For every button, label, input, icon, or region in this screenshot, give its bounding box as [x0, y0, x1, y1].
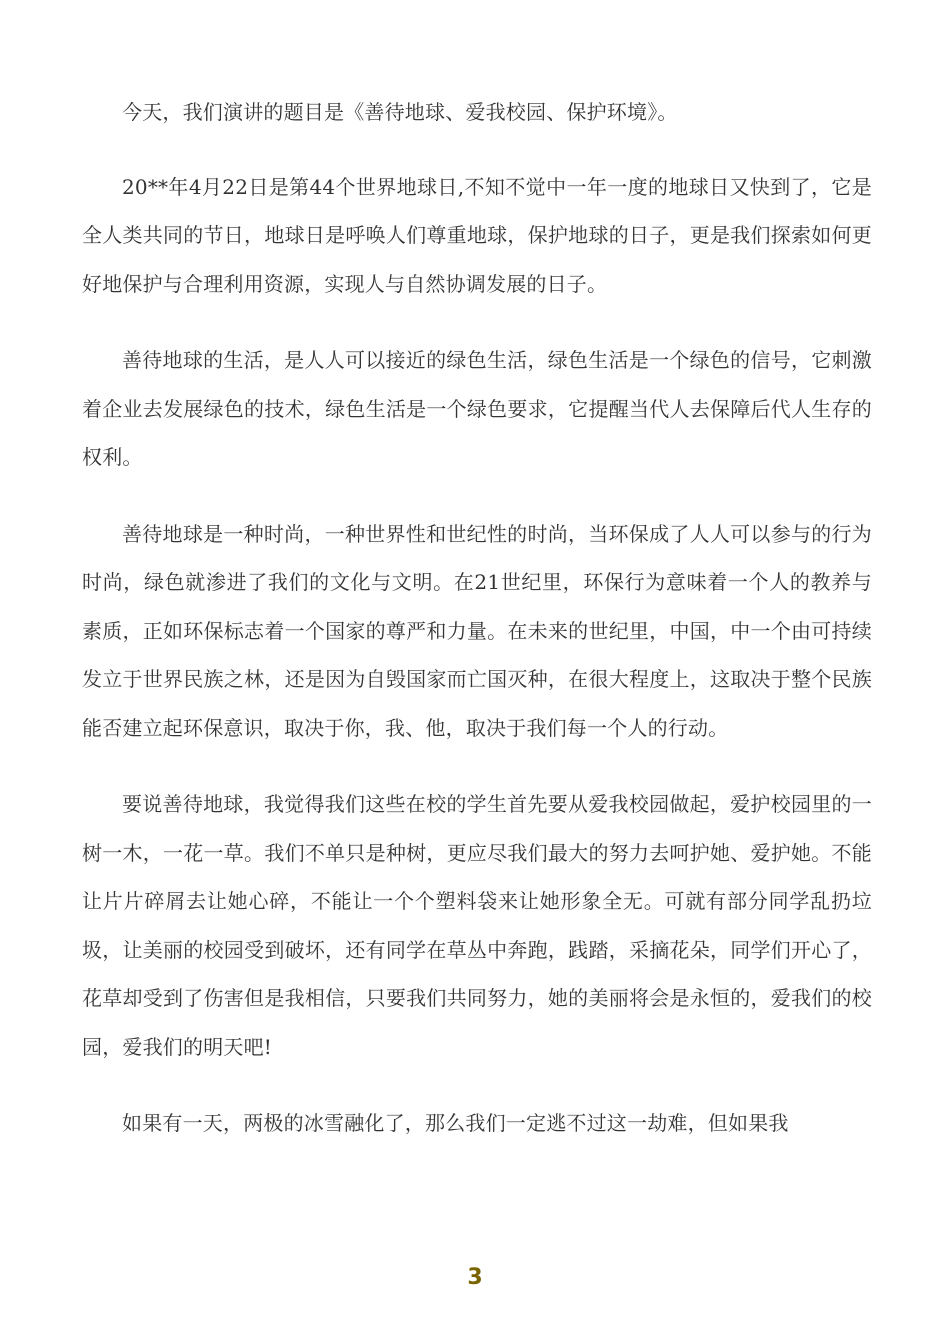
document-body — [82, 88, 872, 1176]
paragraph-2: 20**年4月22日是第44个世界地球日,不知不觉中一年一度的地球日又快到了，它是全人类共同的节日，地球日是呼唤人们尊重地球，保护地球的日子，更是我们探索如何更好地保护与合理利用资源，实现人与自然协调发展的日子。 — [82, 174, 872, 296]
paragraph-3: 善待地球的生活，是人人可以接近的绿色生活，绿色生活是一个绿色的信号，它刺激着企业去发展绿色的技术，绿色生活是一个绿色要求，它提醒当代人去保障后代人生存的权利。 — [82, 348, 872, 469]
paragraph-4: 善待地球是一种时尚，一种世界性和世纪性的时尚，当环保成了人人可以参与的行为时尚，绿色就渗进了我们的文化与文明。在21世纪里，环保行为意味着一个人的教养与素质，正如环保标志着一个国家的尊严和力量。在未来的世纪里，中国，中一个由可持续发立于世界民族之林，还是因为自毁国家而亡国灭种，在很大程度上，这取决于整个民族能否建立起环保意识，取决于你，我、他，取决于我们每一个人的行动。 — [82, 521, 872, 740]
paragraph-1: 今天，我们演讲的题目是《善待地球、爱我校园、保护环境》。 — [122, 100, 678, 124]
paragraph-6: 如果有一天，两极的冰雪融化了，那么我们一定逃不过这一劫难，但如果我 — [122, 1111, 789, 1135]
page-number: 3 — [467, 1265, 483, 1290]
paragraph-5: 要说善待地球，我觉得我们这些在校的学生首先要从爱我校园做起，爱护校园里的一树一木，一花一草。我们不单只是种树，更应尽我们最大的努力去呵护她、爱护她。不能让片片碎屑去让她心碎，不能让一个个塑料袋来让她形象全无。可就有部分同学乱扔垃圾，让美丽的校园受到破坏，还有同学在草丛中奔跑，践踏，采摘花朵，同学们开心了，花草却受到了伤害但是我相信，只要我们共同努力，她的美丽将会是永恒的，爱我们的校园，爱我们的明天吧! — [82, 792, 872, 1059]
